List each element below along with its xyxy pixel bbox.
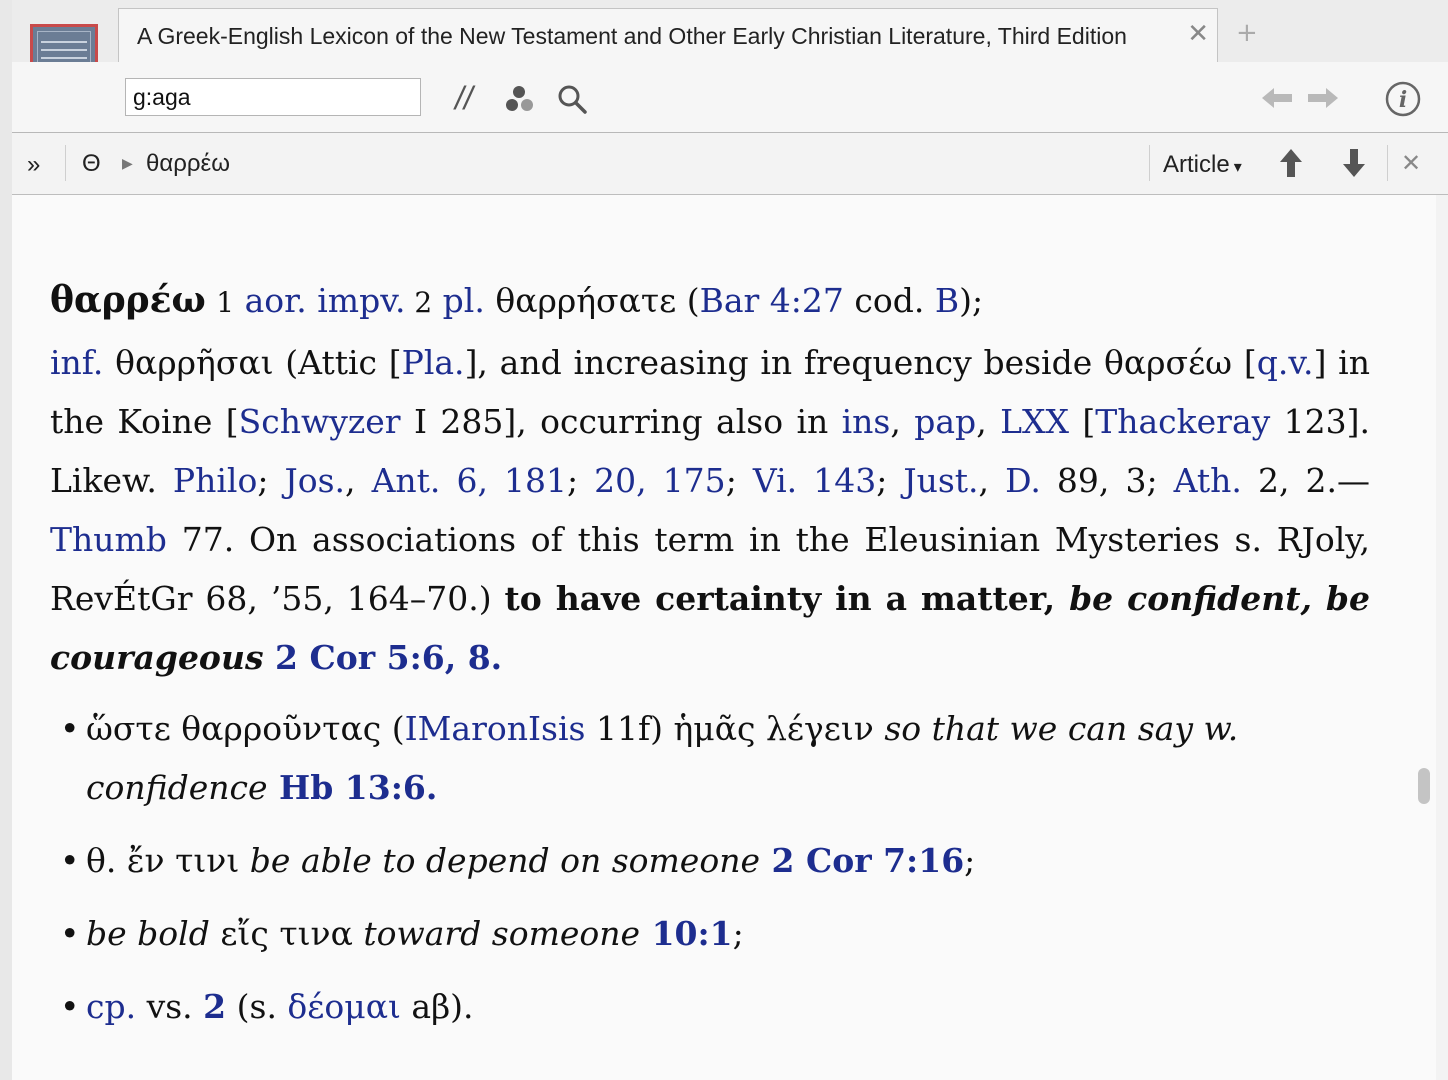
cross-reference-link[interactable]: pap (914, 402, 977, 441)
navigation-bar (12, 133, 1448, 195)
divider (1149, 145, 1150, 181)
article-text: aβ). (400, 987, 474, 1026)
cross-reference-link[interactable]: δέομαι (287, 987, 401, 1026)
cross-reference-link[interactable]: Ath. (1173, 461, 1242, 500)
resources-icon[interactable] (504, 84, 534, 112)
article-text: 11f) ἡμᾶς λέγειν (585, 709, 885, 748)
close-panel-icon[interactable]: ✕ (1401, 150, 1422, 177)
cross-reference-link[interactable]: 10:1 (640, 914, 733, 953)
cross-reference-link[interactable]: Thackeray (1095, 402, 1271, 441)
cross-reference-link[interactable]: Schwyzer (238, 402, 401, 441)
article-text: ], and increasing in frequency beside θαρσέω [ (464, 343, 1257, 382)
article-text: 123]. Likew. (50, 402, 1370, 500)
cross-reference-link[interactable]: 2 Cor 5:6, 8. (263, 638, 503, 677)
divider (1387, 145, 1388, 181)
cover-text-line (41, 49, 87, 51)
tab-title: A Greek-English Lexicon of the New Testament and Other Early Christian Literature, Third Edition (137, 23, 1127, 49)
article-text: ; (566, 461, 595, 500)
cross-reference-link[interactable]: pl. (432, 281, 485, 320)
cross-reference-link[interactable]: Hb 13:6. (267, 768, 438, 807)
bullet-icon: • (60, 914, 80, 953)
cover-text-line (41, 41, 87, 43)
cross-reference-link[interactable]: 2 Cor 7:16 (760, 841, 965, 880)
article-text: , (976, 402, 1001, 441)
article-text: 89, 3; (1040, 461, 1174, 500)
article-text: (s. (226, 987, 288, 1026)
cross-reference-link[interactable]: B (934, 281, 960, 320)
chevron-down-icon: ▾ (1233, 159, 1242, 176)
article-text: ; (257, 461, 285, 500)
article-text: to have certainty in a matter, (504, 579, 1056, 618)
article-text: [ (1068, 402, 1096, 441)
cross-reference-link[interactable]: inf. (50, 343, 104, 382)
search-icon[interactable] (556, 83, 588, 115)
article-text: , (345, 461, 372, 500)
article-text: ] in the Koine [ (50, 343, 1370, 441)
article-text: εἴς τινα (209, 914, 364, 953)
svg-text:i: i (1398, 87, 1408, 113)
usage-list-item (50, 831, 1370, 890)
article-text: 2 (405, 286, 433, 319)
article-text: θαρρήσατε ( (484, 281, 700, 320)
headword: θαρρέω (50, 279, 206, 321)
breadcrumb-section[interactable]: Θ (82, 150, 101, 177)
cover-text-line (41, 57, 87, 59)
divider (65, 145, 66, 181)
cross-reference-link[interactable]: ins (841, 402, 891, 441)
bullet-icon: • (60, 987, 80, 1026)
article-text: , (890, 402, 915, 441)
bullet-icon: • (60, 709, 80, 748)
article-text: be able to depend on someone (249, 841, 760, 880)
usage-list-item (50, 699, 1370, 817)
cross-reference-link[interactable]: q.v. (1256, 343, 1314, 382)
cross-reference-link[interactable]: Philo (172, 461, 258, 500)
view-mode-label: Article (1163, 151, 1230, 178)
article-text: ; (732, 914, 744, 953)
breadcrumb-chevron-icon: ▶ (122, 155, 133, 171)
view-mode-dropdown[interactable] (1163, 151, 1242, 179)
new-tab-plus-icon[interactable]: + (1236, 18, 1258, 48)
tab-close-icon[interactable]: ✕ (1187, 19, 1209, 49)
article-text: 2, 2.— (1241, 461, 1370, 500)
back-icon[interactable] (1260, 86, 1294, 110)
article-text: ὥστε θαρροῦντας ( (86, 709, 405, 748)
reference-search-input[interactable] (125, 78, 421, 116)
usage-list (50, 699, 1370, 1036)
article-text: , (978, 461, 1006, 500)
bullet-icon: • (60, 841, 80, 880)
cross-reference-link[interactable]: Just. (903, 461, 979, 500)
article-text: θ. ἔν τινι (86, 841, 250, 880)
breadcrumb-entry[interactable]: θαρρέω (146, 150, 230, 177)
article-text: 77. On associations of this term in the Eleusinian Mysteries s. RJoly, RevÉtGr 68, ’55, 164–70.) (50, 520, 1370, 618)
article-text: ; (964, 841, 976, 880)
article-text: ; (876, 461, 904, 500)
article-headline (50, 270, 1370, 333)
article-text: cod. (843, 281, 935, 320)
resource-tab[interactable] (118, 8, 1218, 62)
cross-reference-link[interactable]: Bar 4:27 (699, 281, 844, 320)
cross-reference-link[interactable]: Thumb (50, 520, 167, 559)
lexicon-article (50, 270, 1370, 1050)
cross-reference-link[interactable]: LXX (1000, 402, 1069, 441)
article-text: so that we can say w. confidence (86, 709, 1239, 807)
article-text: be confident, be courageous (50, 579, 1370, 677)
cross-reference-link[interactable]: Vi. 143 (752, 461, 877, 500)
article-text: 1 (216, 286, 235, 319)
next-article-icon[interactable] (1341, 147, 1367, 179)
expand-panel-icon[interactable]: » (27, 151, 41, 178)
usage-list-item (50, 977, 1370, 1036)
cross-reference-link[interactable]: D. (1005, 461, 1041, 500)
cross-reference-link[interactable]: Ant. 6, 181 (371, 461, 567, 500)
cross-reference-link[interactable]: 2 (203, 987, 227, 1026)
article-text: ; (725, 461, 753, 500)
article-text: θαρρῆσαι (Attic [ (103, 343, 402, 382)
article-text: ); (959, 281, 984, 320)
article-text: be bold (86, 914, 210, 953)
article-text: vs. (136, 987, 204, 1026)
info-icon[interactable] (1384, 80, 1422, 118)
cross-reference-link[interactable]: Pla. (401, 343, 465, 382)
cross-reference-link[interactable]: Jos. (284, 461, 346, 500)
cross-reference-link[interactable]: aor. impv. (234, 281, 406, 320)
headline-forms (216, 281, 983, 320)
cross-reference-link[interactable]: cp. (86, 987, 137, 1026)
article-text: I 285], occurring also in (400, 402, 842, 441)
forward-icon[interactable] (1306, 86, 1340, 110)
parallel-icon[interactable]: // (455, 80, 473, 116)
article-paragraph (50, 333, 1370, 687)
previous-article-icon[interactable] (1278, 147, 1304, 179)
cross-reference-link[interactable]: 20, 175 (594, 461, 726, 500)
article-text: toward someone (363, 914, 641, 953)
usage-list-item (50, 904, 1370, 963)
cross-reference-link[interactable]: IMaronIsis (404, 709, 586, 748)
scrollbar-thumb[interactable] (1418, 768, 1430, 804)
